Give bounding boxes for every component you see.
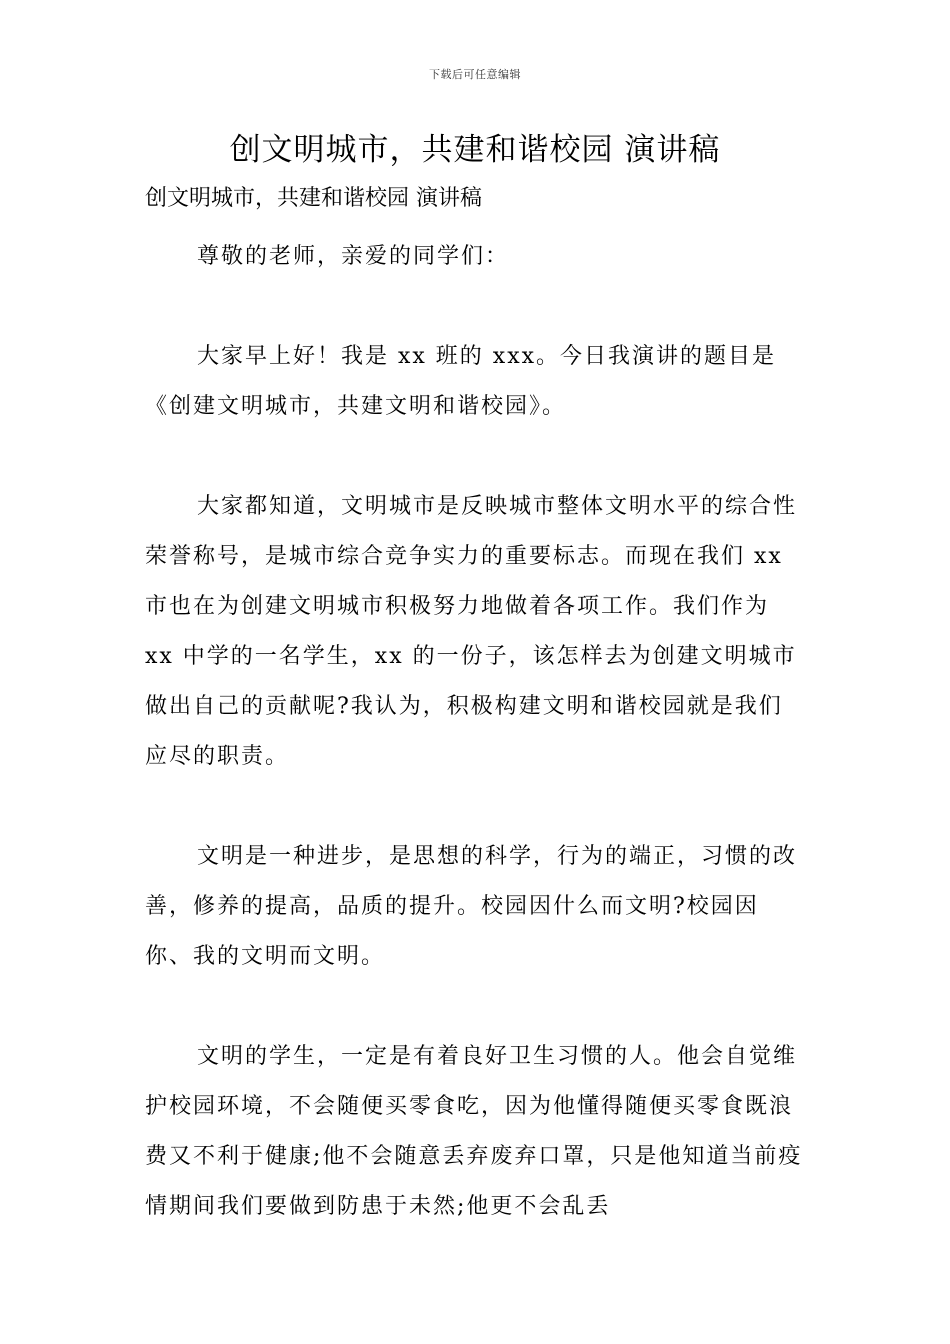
paragraph-1: 大家早上好！我是 xx 班的 xxx。今日我演讲的题目是《创建文明城市，共建文明和谐校园》。	[145, 344, 777, 419]
paragraph-gap	[145, 982, 805, 1032]
paragraph-gap	[145, 282, 805, 332]
paragraph-gap	[145, 432, 805, 482]
paragraph-gap	[145, 782, 805, 832]
paragraph-4: 文明的学生，一定是有着良好卫生习惯的人。他会自觉维护校园环境，不会随便买零食吃，因为他懂得随便买零食既浪费又不利于健康;他不会随意丢弃废弃口罩，只是他知道当前疫情期间我们要做到防患于未然;他更不会乱丢	[145, 1044, 803, 1219]
document-body	[145, 232, 805, 1232]
paragraph-3: 文明是一种进步，是思想的科学，行为的端正，习惯的改善，修养的提高，品质的提升。校园因什么而文明?校园因你、我的文明而文明。	[145, 844, 798, 969]
greeting: 尊敬的老师，亲爱的同学们：	[197, 244, 510, 269]
header-note: 下载后可任意编辑	[429, 68, 521, 81]
document-subtitle: 创文明城市，共建和谐校园 演讲稿	[145, 186, 482, 211]
document-title: 创文明城市，共建和谐校园 演讲稿	[229, 132, 721, 168]
paragraph-2: 大家都知道，文明城市是反映城市整体文明水平的综合性荣誉称号，是城市综合竞争实力的重要标志。而现在我们 xx 市也在为创建文明城市积极努力地做着各项工作。我们作为 xx 中学的一名学生，xx 的一份子，该怎样去为创建文明城市做出自己的贡献呢?我认为，积极构建文明和谐校园就是我们应尽的职责。	[145, 494, 798, 769]
